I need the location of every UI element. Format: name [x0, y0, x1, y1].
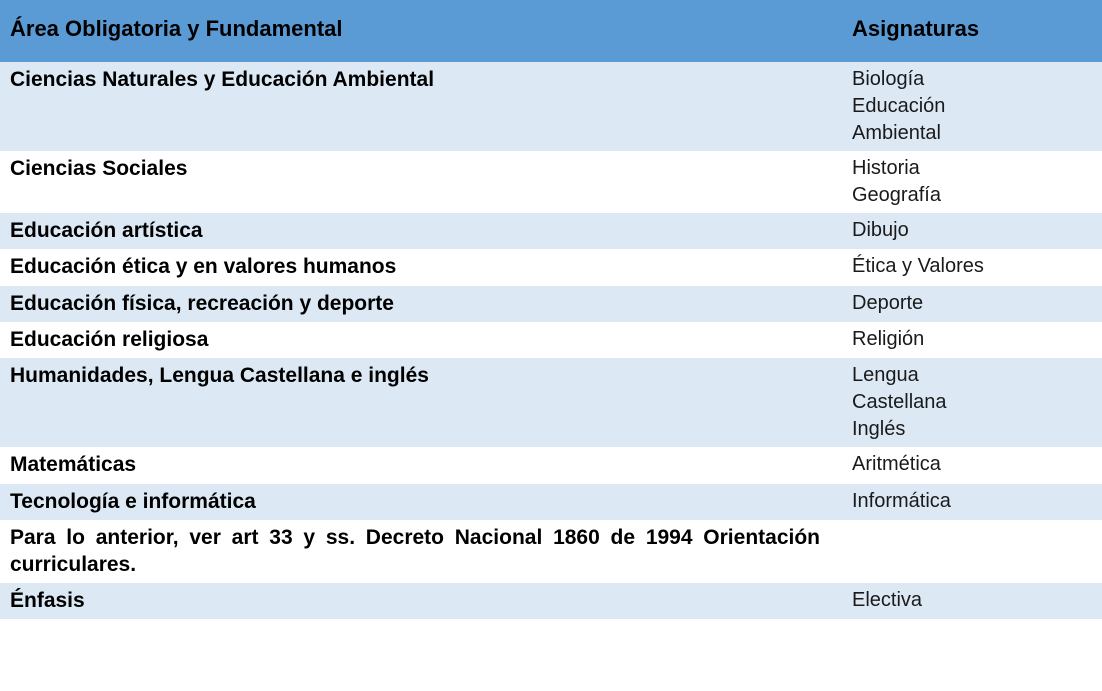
cell-subjects — [838, 447, 1102, 483]
subject-item: Ética y Valores — [852, 255, 984, 278]
cell-subjects — [838, 151, 1102, 213]
cell-area: Educación física, recreación y deporte — [0, 286, 838, 322]
cell-area: Tecnología e informática — [0, 484, 838, 520]
subject-item: Ambiental — [852, 122, 941, 144]
column-header-area: Área Obligatoria y Fundamental — [0, 0, 838, 62]
cell-area: Énfasis — [0, 583, 838, 619]
subject-item: Geografía — [852, 184, 941, 206]
subject-item: Inglés — [852, 418, 906, 441]
subject-item: Educación — [852, 95, 946, 117]
cell-subjects — [838, 358, 1102, 447]
table-row-note — [0, 520, 1102, 583]
cell-subjects — [838, 213, 1102, 249]
cell-area: Ciencias Sociales — [0, 151, 838, 213]
table-row — [0, 62, 1102, 151]
table-row — [0, 447, 1102, 483]
cell-subjects — [838, 484, 1102, 520]
cell-area: Matemáticas — [0, 447, 838, 483]
cell-subjects — [838, 249, 1102, 285]
subject-item: Dibujo — [852, 219, 909, 241]
subject-item: Electiva — [852, 588, 923, 611]
table-row — [0, 286, 1102, 322]
table-row — [0, 484, 1102, 520]
cell-subjects — [838, 286, 1102, 322]
cell-area: Educación artística — [0, 213, 838, 249]
subject-item: Religión — [852, 328, 925, 351]
subject-item: Biología — [852, 68, 925, 90]
cell-area: Educación religiosa — [0, 322, 838, 358]
subject-item: Castellana — [852, 391, 947, 414]
subject-item: Aritmética — [852, 453, 941, 476]
table-row — [0, 151, 1102, 213]
table-row — [0, 583, 1102, 619]
cell-subjects — [838, 322, 1102, 358]
cell-area: Ciencias Naturales y Educación Ambiental — [0, 62, 838, 151]
subject-item: Historia — [852, 157, 920, 179]
table-row — [0, 213, 1102, 249]
cell-subjects — [838, 62, 1102, 151]
column-header-subjects: Asignaturas — [838, 0, 1102, 62]
table-row — [0, 322, 1102, 358]
table-row — [0, 249, 1102, 285]
cell-note: Para lo anterior, ver art 33 y ss. Decreto Nacional 1860 de 1994 Orientación curriculares. — [0, 520, 838, 583]
cell-subjects — [838, 583, 1102, 619]
cell-area: Humanidades, Lengua Castellana e inglés — [0, 358, 838, 447]
table-row — [0, 358, 1102, 447]
subject-item: Lengua — [852, 364, 919, 387]
cell-area: Educación ética y en valores humanos — [0, 249, 838, 285]
subject-item: Deporte — [852, 291, 924, 314]
table-header-row — [0, 0, 1102, 62]
cell-subjects-empty — [838, 520, 1102, 583]
table-body — [0, 62, 1102, 619]
subject-item: Informática — [852, 489, 951, 512]
table-header — [0, 0, 1102, 62]
